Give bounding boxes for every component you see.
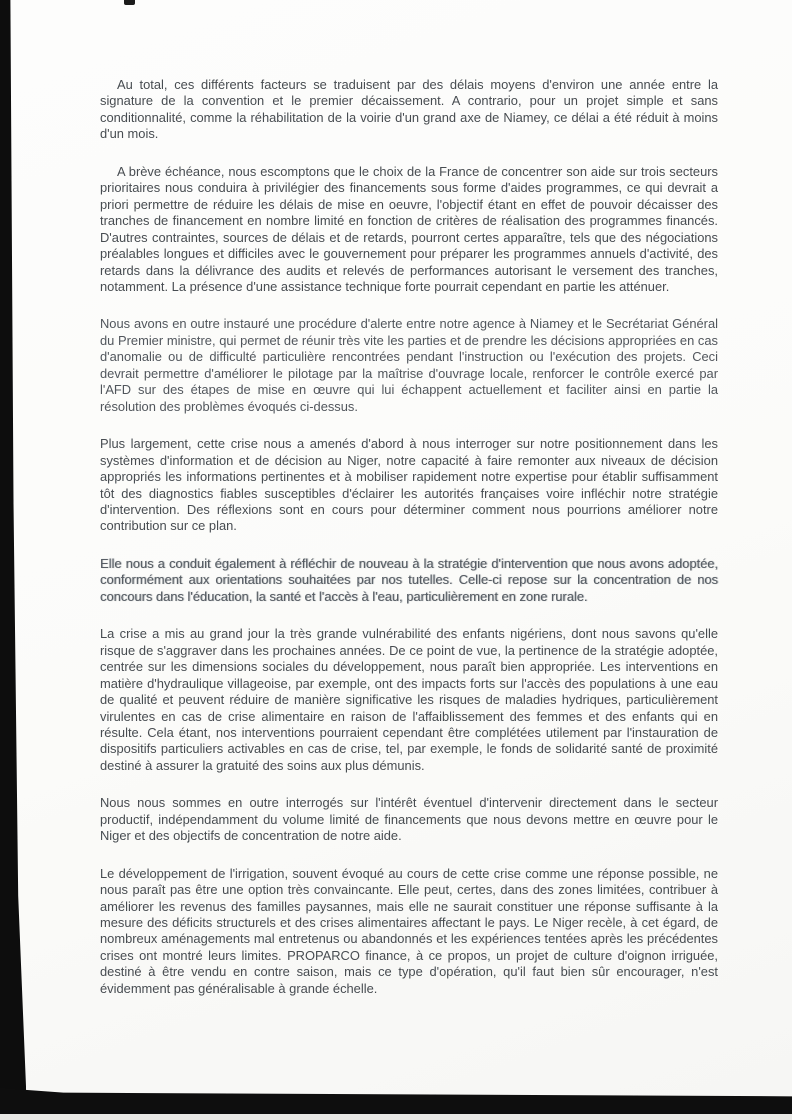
scan-bottom-margin xyxy=(0,1114,792,1120)
scan-mark-top xyxy=(124,0,135,5)
text-block xyxy=(100,77,718,1018)
paragraph-2: A brève échéance, nous escomptons que le choix de la France de concentrer son aide sur trois secteurs prioritaires nous conduira à privilégier des financements sous forme d'aides programmes, ce qui devrait a priori permettre de réduire les délais de mise en oeuvre, l'objectif étant en effet de pouvoir décaisser des tranches de financement en nombre limité en fonction de critères de réalisation des programmes financés. D'autres contraintes, sources de délais et de retards, pourront certes apparaître, tels que des négociations préalables longues et difficiles avec le gouvernement pour préparer les programmes annuels d'activité, des retards dans la délivrance des audits et relevés de performances autorisant le versement des tranches, notamment. La présence d'une assistance technique forte pourrait cependant en partie les atténuer. xyxy=(100,163,718,294)
paragraph-6: La crise a mis au grand jour la très grande vulnérabilité des enfants nigériens, dont nous savons qu'elle risque de s'aggraver dans les prochaines années. De ce point de vue, la pertinence de la stratégie adoptée, centrée sur les dimensions sociales du développement, nous paraît bien appropriée. Les interventions en matière d'hydraulique villageoise, par exemple, ont des impacts forts sur l'accès des populations à une eau de qualité et peuvent réduire de manière significative les risques de maladies hydriques, particulièrement virulentes en cas de crise alimentaire en raison de l'affaiblissement des femmes et des enfants qui en résulte. Cela étant, nos interventions pourraient cependant être complétées utilement par l'instauration de dispositifs particuliers activables en cas de crise, tel, par exemple, le fonds de solidarité santé de proximité destiné à assurer la gratuité des soins aux plus démunis. xyxy=(100,626,718,773)
paragraph-4: Plus largement, cette crise nous a amenés d'abord à nous interroger sur notre positionnement dans les systèmes d'information et de décision au Niger, notre capacité à faire remonter aux niveaux de décision appropriés les informations pertinentes et à mobiliser rapidement notre expertise pour établir suffisamment tôt des diagnostics fiables susceptibles d'éclairer les autorités françaises voire infléchir notre stratégie d'intervention. Des réflexions sont en cours pour déterminer comment nous pourrions améliorer notre contribution sur ce plan. xyxy=(100,436,718,534)
scan-edge-left xyxy=(0,0,26,1120)
paragraph-7: Nous nous sommes en outre interrogés sur l'intérêt éventuel d'intervenir directement dans le secteur productif, indépendamment du volume limité de financements que nous devons mettre en œuvre pour le Niger et des objectifs de concentration de notre aide. xyxy=(100,795,718,844)
scan-edge-bottom xyxy=(0,1088,792,1114)
paragraph-3: Nous avons en outre instauré une procédure d'alerte entre notre agence à Niamey et le Secrétariat Général du Premier ministre, qui permet de réunir très vite les parties et de prendre les décisions appropriées en cas d'anomalie ou de difficulté particulière rencontrées pendant l'instruction ou l'exécution des projets. Ceci devrait permettre d'améliorer le pilotage par la maîtrise d'ouvrage locale, renforcer le contrôle exercé par l'AFD sur des étapes de mise en œuvre qui lui échappent actuellement et faciliter ainsi en partie la résolution des problèmes évoqués ci-dessus. xyxy=(100,316,718,414)
paragraph-5: Elle nous a conduit également à réfléchir de nouveau à la stratégie d'intervention que nous avons adoptée, conformément aux orientations souhaitées par nos tutelles. Celle-ci repose sur la concentration de nos concours dans l'éducation, la santé et l'accès à l'eau, particulièrement en zone rurale. xyxy=(100,555,718,604)
paragraph-1: Au total, ces différents facteurs se traduisent par des délais moyens d'environ une année entre la signature de la convention et le premier décaissement. A contrario, pour un projet simple et sans conditionnalité, comme la réhabilitation de la voirie d'un grand axe de Niamey, ce délai a été réduit à moins d'un mois. xyxy=(100,77,718,142)
paragraph-8: Le développement de l'irrigation, souvent évoqué au cours de cette crise comme une réponse possible, ne nous paraît pas être une option très convaincante. Elle peut, certes, dans des zones limitées, contribuer à améliorer les revenus des familles paysannes, mais elle ne saurait constituer une réponse suffisante à la mesure des déficits structurels et des crises alimentaires affectant le pays. Le Niger recèle, à cet égard, de nombreux aménagements mal entretenus ou abandonnés et les expériences tentées après les précédentes crises ont montré leurs limites. PROPARCO finance, à ce propos, un projet de culture d'oignon irriguée, destiné à être vendu en contre saison, mais ce type d'opération, qu'il faut bien sûr encourager, n'est évidemment pas généralisable à grande échelle. xyxy=(100,865,718,996)
